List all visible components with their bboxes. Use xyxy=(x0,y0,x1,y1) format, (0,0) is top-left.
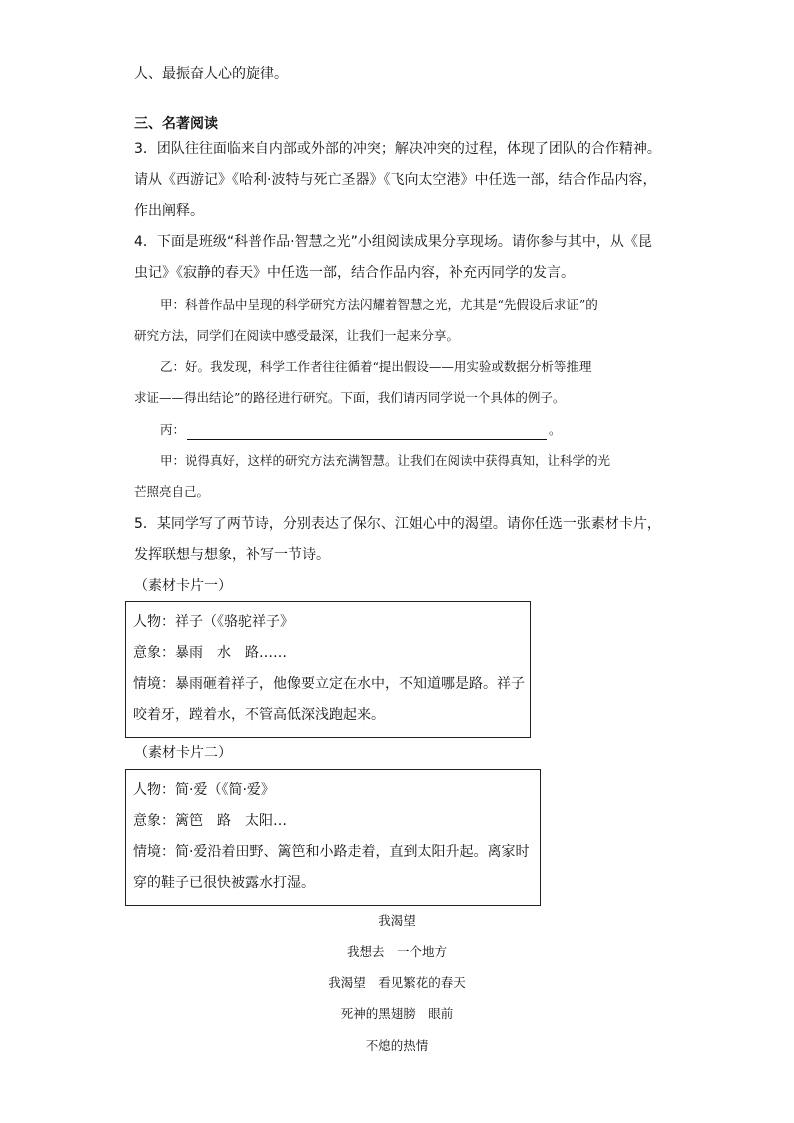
material-card-1 xyxy=(125,601,531,738)
bing-label: 丙： xyxy=(160,422,186,437)
continued-line: 人、最振奋人心的旋律。 xyxy=(134,66,288,82)
dialogue-jia-1b: 研究方法，同学们在阅读中感受最深，让我们一起来分享。 xyxy=(134,328,460,343)
card-2-imagery: 意象：篱笆 路 太阳… xyxy=(133,813,287,829)
poem-line-5: 不熄的热情 xyxy=(365,1038,429,1053)
dialogue-yi-b: 求证——得出结论”的路径进行研究。下面，我们请丙同学说一个具体的例子。 xyxy=(134,390,566,405)
answer-blank[interactable] xyxy=(187,425,547,440)
poem-line-3: 我渴望 看见繁花的春天 xyxy=(328,975,466,990)
card-1-scene-2: 咬着牙，蹚着水，不管高低深浅跑起来。 xyxy=(133,707,385,723)
dialogue-jia-1a: 甲：科普作品中呈现的科学研究方法闪耀着智慧之光，尤其是“先假设后求证”的 xyxy=(160,297,598,312)
material-card-2 xyxy=(125,769,541,906)
card-2-scene-1: 情境：简·爱沿着田野、篱笆和小路走着，直到太阳升起。离家时 xyxy=(133,844,530,860)
card-1-caption: （素材卡片一） xyxy=(134,578,232,594)
dialogue-jia-2a: 甲：说得真好，这样的研究方法充满智慧。让我们在阅读中获得真知，让科学的光 xyxy=(160,453,611,468)
card-2-caption: （素材卡片二） xyxy=(134,745,232,761)
q3-line-1: 3．团队往往面临来自内部或外部的冲突；解决冲突的过程，体现了团队的合作精神。 xyxy=(134,141,661,157)
q3-line-3: 作出阐释。 xyxy=(134,203,204,219)
q5-line-1: 5．某同学写了两节诗，分别表达了保尔、江姐心中的渴望。请你任选一张素材卡片， xyxy=(134,516,661,532)
bing-end: 。 xyxy=(549,422,562,437)
q4-line-1: 4．下面是班级“科普作品·智慧之光”小组阅读成果分享现场。请你参与其中，从《昆 xyxy=(134,234,652,250)
card-1-scene-1: 情境：暴雨砸着祥子，他像要立定在水中，不知道哪是路。祥子 xyxy=(133,676,525,692)
q4-line-2: 虫记》《寂静的春天》中任选一部，结合作品内容，补充丙同学的发言。 xyxy=(134,265,575,281)
dialogue-yi-a: 乙：好。我发现，科学工作者往往循着“提出假设——用实验或数据分析等推理 xyxy=(160,359,592,374)
section-heading: 三、名著阅读 xyxy=(134,116,218,132)
card-1-person: 人物：祥子（《骆驼祥子》 xyxy=(133,614,294,630)
q3-line-2: 请从《西游记》《哈利·波特与死亡圣器》《飞向太空港》中任选一部，结合作品内容， xyxy=(134,172,657,188)
card-1-imagery: 意象：暴雨 水 路…… xyxy=(133,645,287,661)
dialogue-bing xyxy=(160,420,562,440)
card-2-person: 人物：简·爱（《简·爱》 xyxy=(133,782,275,798)
q5-line-2: 发挥联想与想象，补写一节诗。 xyxy=(134,547,330,563)
dialogue-jia-2b: 芒照亮自己。 xyxy=(134,484,210,499)
poem-line-2: 我想去 一个地方 xyxy=(346,944,447,959)
card-2-scene-2: 穿的鞋子已很快被露水打湿。 xyxy=(133,875,315,891)
poem-line-1: 我渴望 xyxy=(378,913,416,928)
poem-line-4: 死神的黑翅膀 眼前 xyxy=(340,1006,454,1021)
